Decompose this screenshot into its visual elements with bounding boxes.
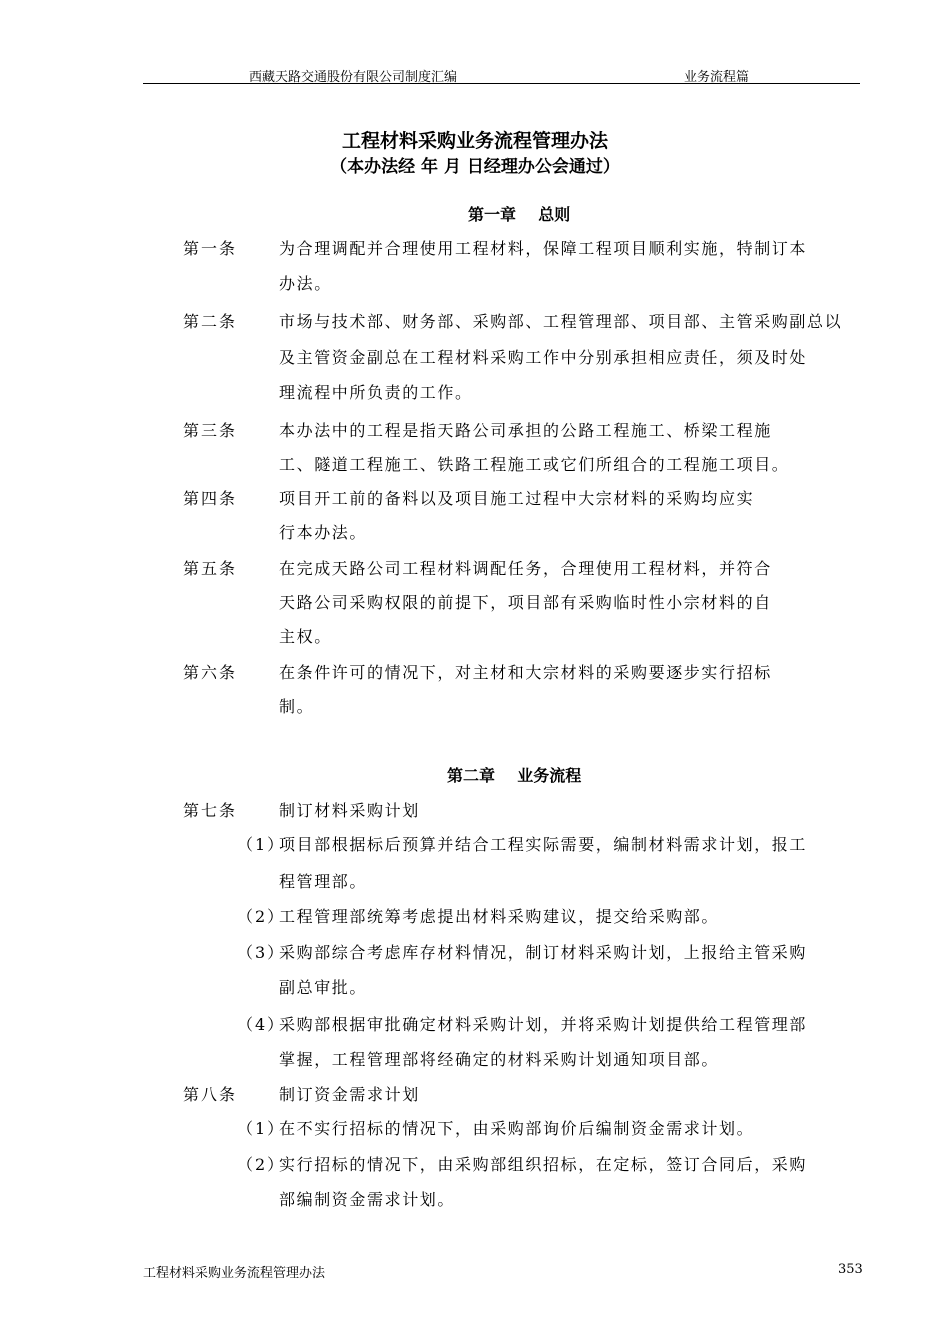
article-text-line: 本办法中的工程是指天路公司承担的公路工程施工、桥梁工程施 [279, 421, 772, 440]
item-text-line: 采购部根据审批确定材料采购计划，并将采购计划提供给工程管理部 [279, 1015, 808, 1034]
chapter-heading: 第二章 业务流程 [447, 766, 582, 785]
document-title: 工程材料采购业务流程管理办法 [341, 130, 608, 152]
item-text-line: 实行招标的情况下，由采购部组织招标，在定标，签订合同后，采购 [279, 1155, 808, 1174]
item-text-line: 采购部综合考虑库存材料情况，制订材料采购计划，上报给主管采购 [279, 943, 808, 962]
page-number: 353 [838, 1262, 863, 1277]
article-text-line: 在完成天路公司工程材料调配任务，合理使用工程材料，并符合 [279, 559, 772, 578]
article-text-line: 制订材料采购计划 [279, 801, 420, 820]
article-text-line: 市场与技术部、财务部、采购部、工程管理部、项目部、主管采购副总以 [279, 312, 843, 331]
article-text-line: 行本办法。 [279, 523, 368, 542]
article-label: 第二条 [183, 312, 238, 331]
item-text-line: 部编制资金需求计划。 [279, 1190, 456, 1209]
article-text-line: 制订资金需求计划 [279, 1085, 420, 1104]
document-subtitle: （本办法经 年 月 日经理办公会通过） [330, 157, 620, 177]
article-text-line: 工、隧道工程施工、铁路工程施工或它们所组合的工程施工项目。 [279, 455, 790, 474]
item-text-line: 程管理部。 [279, 872, 368, 891]
running-footer-title: 工程材料采购业务流程管理办法 [143, 1266, 326, 1281]
running-header-title: 西藏天路交通股份有限公司制度汇编 [249, 70, 458, 85]
item-number: （3） [237, 943, 286, 962]
item-number: （1） [237, 835, 286, 854]
running-header-section: 业务流程篇 [684, 70, 750, 85]
item-number: （4） [237, 1015, 286, 1034]
article-label: 第八条 [183, 1085, 238, 1104]
article-label: 第三条 [183, 421, 238, 440]
article-text-line: 及主管资金副总在工程材料采购工作中分别承担相应责任，须及时处 [279, 348, 808, 367]
item-text-line: 副总审批。 [279, 978, 368, 997]
article-text-line: 理流程中所负责的工作。 [279, 383, 473, 402]
item-number: （2） [237, 907, 286, 926]
article-text-line: 办法。 [279, 274, 332, 293]
article-text-line: 天路公司采购权限的前提下，项目部有采购临时性小宗材料的自 [279, 593, 772, 612]
chapter-heading: 第一章 总则 [468, 205, 571, 224]
item-text-line: 在不实行招标的情况下，由采购部询价后编制资金需求计划。 [279, 1119, 755, 1138]
article-label: 第五条 [183, 559, 238, 578]
item-number: （2） [237, 1155, 286, 1174]
article-text-line: 制。 [279, 697, 315, 716]
article-text-line: 为合理调配并合理使用工程材料，保障工程项目顺利实施，特制订本 [279, 239, 808, 258]
article-label: 第七条 [183, 801, 238, 820]
article-label: 第六条 [183, 663, 238, 682]
item-text-line: 工程管理部统筹考虑提出材料采购建议，提交给采购部。 [279, 907, 720, 926]
article-label: 第一条 [183, 239, 238, 258]
article-text-line: 在条件许可的情况下，对主材和大宗材料的采购要逐步实行招标 [279, 663, 772, 682]
item-text-line: 项目部根据标后预算并结合工程实际需要，编制材料需求计划，报工 [279, 835, 808, 854]
header-rule [143, 83, 860, 84]
article-text-line: 项目开工前的备料以及项目施工过程中大宗材料的采购均应实 [279, 489, 755, 508]
item-number: （1） [237, 1119, 286, 1138]
article-label: 第四条 [183, 489, 238, 508]
article-text-line: 主权。 [279, 627, 332, 646]
item-text-line: 掌握，工程管理部将经确定的材料采购计划通知项目部。 [279, 1050, 720, 1069]
